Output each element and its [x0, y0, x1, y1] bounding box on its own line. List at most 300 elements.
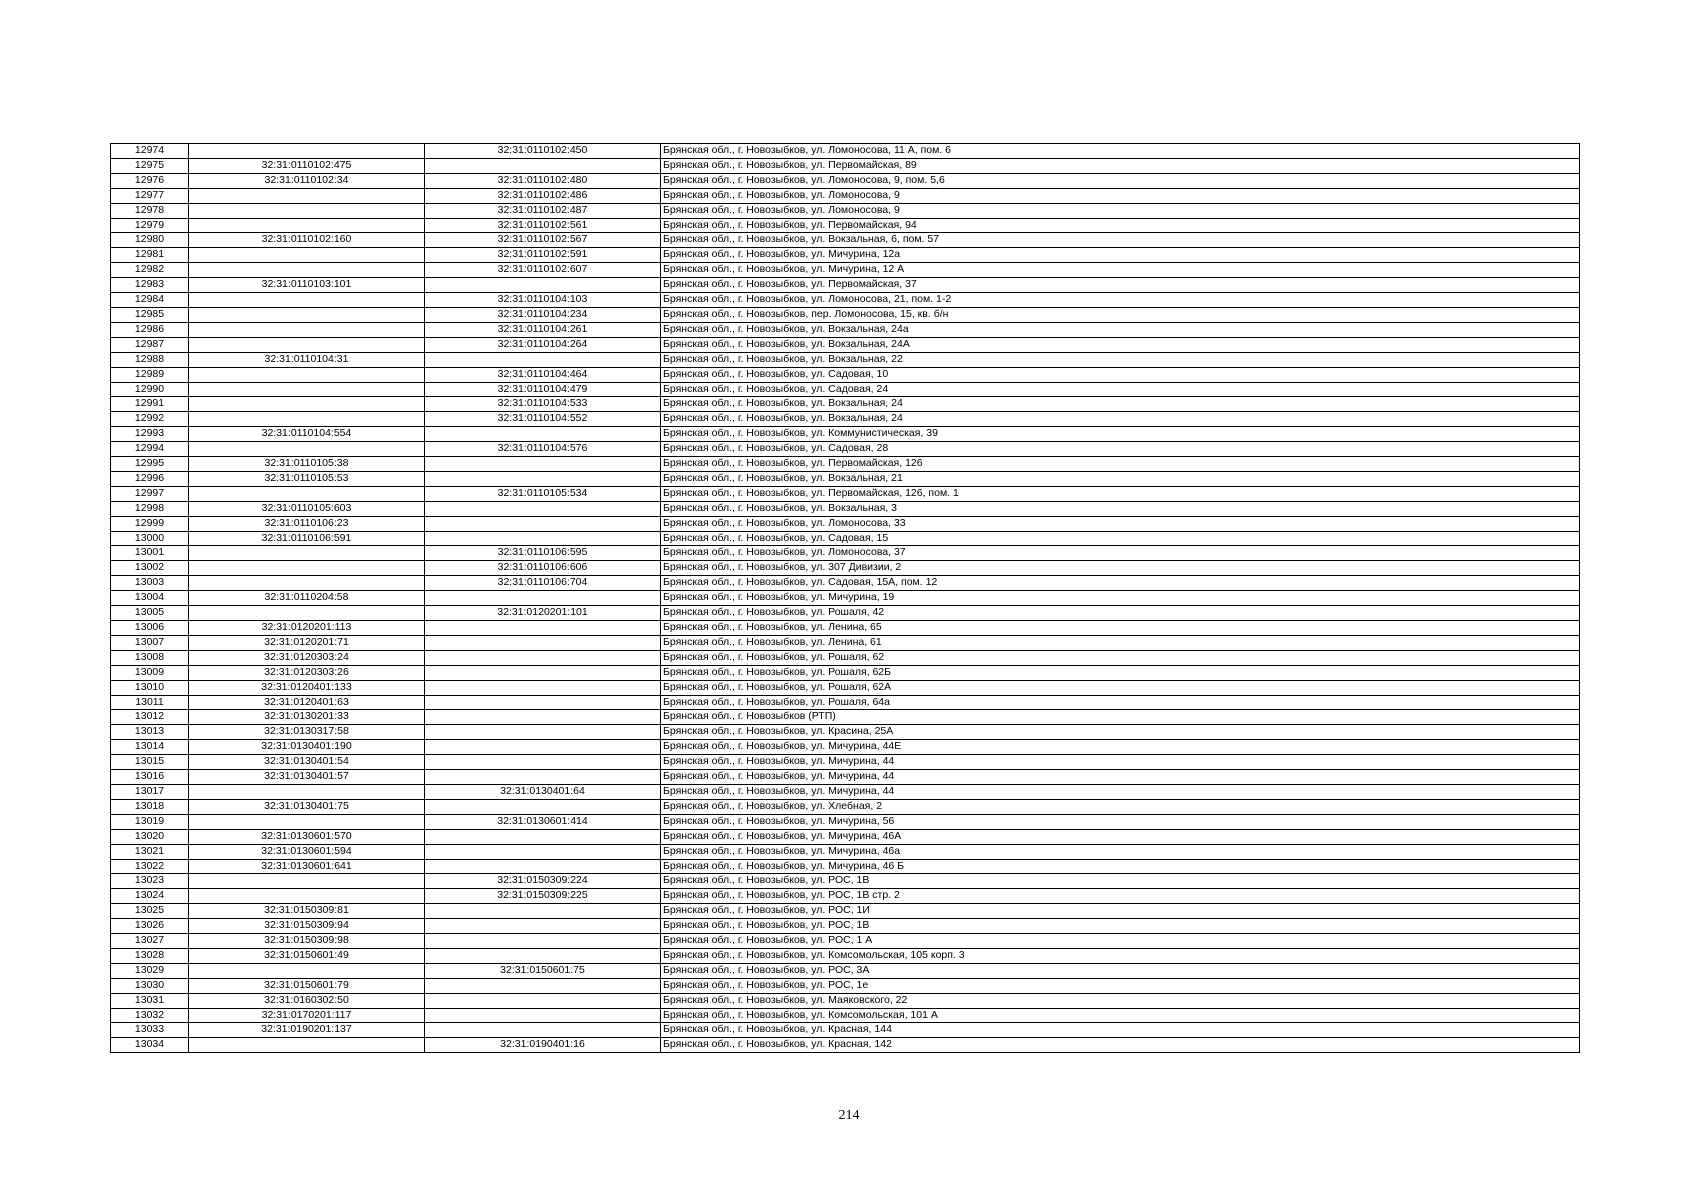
row-number-cell: 13013	[111, 725, 189, 740]
address-cell: Брянская обл., г. Новозыбков, ул. Мичурина, 19	[661, 591, 1580, 606]
building-cadastral-cell: 32:31:0130601:414	[425, 814, 661, 829]
address-cell: Брянская обл., г. Новозыбков, ул. Ломоносова, 9	[661, 188, 1580, 203]
land-cadastral-cell: 32:31:0150309:94	[189, 919, 425, 934]
building-cadastral-cell	[425, 978, 661, 993]
table-row	[111, 844, 1580, 859]
table-row	[111, 591, 1580, 606]
land-cadastral-cell: 32:31:0110102:34	[189, 173, 425, 188]
row-number-cell: 13027	[111, 934, 189, 949]
land-cadastral-cell: 32:31:0150309:98	[189, 934, 425, 949]
address-cell: Брянская обл., г. Новозыбков (РТП)	[661, 710, 1580, 725]
land-cadastral-cell: 32:31:0130601:570	[189, 829, 425, 844]
table-row	[111, 665, 1580, 680]
row-number-cell: 13032	[111, 1008, 189, 1023]
table-row	[111, 874, 1580, 889]
row-number-cell: 12983	[111, 278, 189, 293]
address-cell: Брянская обл., г. Новозыбков, ул. Ломоносова, 9, пом. 5,6	[661, 173, 1580, 188]
land-cadastral-cell	[189, 606, 425, 621]
land-cadastral-cell: 32:31:0130401:190	[189, 740, 425, 755]
address-cell: Брянская обл., г. Новозыбков, ул. Хлебная, 2	[661, 799, 1580, 814]
land-cadastral-cell: 32:31:0130601:594	[189, 844, 425, 859]
table-row	[111, 158, 1580, 173]
building-cadastral-cell: 32:31:0150309:225	[425, 889, 661, 904]
table-row	[111, 173, 1580, 188]
address-cell: Брянская обл., г. Новозыбков, ул. Мичурина, 44	[661, 770, 1580, 785]
land-cadastral-cell	[189, 874, 425, 889]
row-number-cell: 13011	[111, 695, 189, 710]
address-cell: Брянская обл., г. Новозыбков, ул. Комсомольская, 105 корп. 3	[661, 948, 1580, 963]
table-row	[111, 546, 1580, 561]
table-row	[111, 561, 1580, 576]
row-number-cell: 13006	[111, 621, 189, 636]
row-number-cell: 12984	[111, 293, 189, 308]
address-cell: Брянская обл., г. Новозыбков, ул. Мичурина, 46 Б	[661, 859, 1580, 874]
table-row	[111, 144, 1580, 159]
row-number-cell: 13025	[111, 904, 189, 919]
address-cell: Брянская обл., г. Новозыбков, ул. Рошаля, 62	[661, 650, 1580, 665]
land-cadastral-cell	[189, 1038, 425, 1053]
building-cadastral-cell	[425, 531, 661, 546]
table-row	[111, 293, 1580, 308]
table-row	[111, 978, 1580, 993]
table-row	[111, 397, 1580, 412]
row-number-cell: 12996	[111, 471, 189, 486]
table-row	[111, 486, 1580, 501]
land-cadastral-cell: 32:31:0110104:554	[189, 427, 425, 442]
land-cadastral-cell: 32:31:0110102:160	[189, 233, 425, 248]
land-cadastral-cell	[189, 382, 425, 397]
table-row	[111, 188, 1580, 203]
row-number-cell: 13022	[111, 859, 189, 874]
row-number-cell: 13019	[111, 814, 189, 829]
row-number-cell: 13034	[111, 1038, 189, 1053]
address-cell: Брянская обл., г. Новозыбков, ул. Мичурина, 44Е	[661, 740, 1580, 755]
row-number-cell: 13030	[111, 978, 189, 993]
address-cell: Брянская обл., г. Новозыбков, ул. Первомайская, 94	[661, 218, 1580, 233]
table-row	[111, 606, 1580, 621]
table-row	[111, 635, 1580, 650]
land-cadastral-cell	[189, 367, 425, 382]
address-cell: Брянская обл., г. Новозыбков, ул. Садовая, 15	[661, 531, 1580, 546]
building-cadastral-cell: 32:31:0110104:464	[425, 367, 661, 382]
building-cadastral-cell: 32:31:0110104:479	[425, 382, 661, 397]
building-cadastral-cell	[425, 919, 661, 934]
building-cadastral-cell	[425, 695, 661, 710]
building-cadastral-cell	[425, 471, 661, 486]
row-number-cell: 12990	[111, 382, 189, 397]
address-cell: Брянская обл., г. Новозыбков, ул. Ломоносова, 21, пом. 1-2	[661, 293, 1580, 308]
row-number-cell: 13023	[111, 874, 189, 889]
row-number-cell: 13002	[111, 561, 189, 576]
land-cadastral-cell: 32:31:0150601:49	[189, 948, 425, 963]
address-cell: Брянская обл., г. Новозыбков, ул. Мичурина, 12 А	[661, 263, 1580, 278]
land-cadastral-cell	[189, 546, 425, 561]
address-cell: Брянская обл., г. Новозыбков, ул. РОС, 1 А	[661, 934, 1580, 949]
land-cadastral-cell: 32:31:0130401:54	[189, 755, 425, 770]
address-cell: Брянская обл., г. Новозыбков, ул. Садовая, 28	[661, 442, 1580, 457]
building-cadastral-cell	[425, 1008, 661, 1023]
table-row	[111, 859, 1580, 874]
row-number-cell: 13009	[111, 665, 189, 680]
land-cadastral-cell: 32:31:0130401:57	[189, 770, 425, 785]
land-cadastral-cell: 32:31:0120401:133	[189, 680, 425, 695]
building-cadastral-cell: 32:31:0130401:64	[425, 784, 661, 799]
address-cell: Брянская обл., г. Новозыбков, ул. Первомайская, 89	[661, 158, 1580, 173]
row-number-cell: 12988	[111, 352, 189, 367]
building-cadastral-cell	[425, 427, 661, 442]
row-number-cell: 13031	[111, 993, 189, 1008]
building-cadastral-cell: 32:31:0110102:607	[425, 263, 661, 278]
address-cell: Брянская обл., г. Новозыбков, ул. Рошаля, 42	[661, 606, 1580, 621]
row-number-cell: 12998	[111, 501, 189, 516]
land-cadastral-cell	[189, 963, 425, 978]
land-cadastral-cell	[189, 814, 425, 829]
row-number-cell: 13004	[111, 591, 189, 606]
table-row	[111, 471, 1580, 486]
address-cell: Брянская обл., г. Новозыбков, ул. Вокзальная, 3	[661, 501, 1580, 516]
land-cadastral-cell: 32:31:0150601:79	[189, 978, 425, 993]
building-cadastral-cell: 32:31:0110102:486	[425, 188, 661, 203]
address-cell: Брянская обл., г. Новозыбков, ул. РОС, 1В	[661, 919, 1580, 934]
row-number-cell: 13028	[111, 948, 189, 963]
table-row	[111, 576, 1580, 591]
address-cell: Брянская обл., г. Новозыбков, ул. Вокзальная, 24	[661, 397, 1580, 412]
table-row	[111, 218, 1580, 233]
land-cadastral-cell: 32:31:0120401:63	[189, 695, 425, 710]
address-cell: Брянская обл., г. Новозыбков, ул. Красная, 144	[661, 1023, 1580, 1038]
row-number-cell: 12999	[111, 516, 189, 531]
building-cadastral-cell	[425, 1023, 661, 1038]
property-table-body	[111, 144, 1580, 1053]
row-number-cell: 13010	[111, 680, 189, 695]
address-cell: Брянская обл., г. Новозыбков, ул. РОС, 1е	[661, 978, 1580, 993]
table-row	[111, 695, 1580, 710]
row-number-cell: 12975	[111, 158, 189, 173]
row-number-cell: 12982	[111, 263, 189, 278]
row-number-cell: 12976	[111, 173, 189, 188]
building-cadastral-cell: 32:31:0120201:101	[425, 606, 661, 621]
row-number-cell: 13029	[111, 963, 189, 978]
row-number-cell: 13016	[111, 770, 189, 785]
table-row	[111, 963, 1580, 978]
address-cell: Брянская обл., г. Новозыбков, ул. Мичурина, 12а	[661, 248, 1580, 263]
land-cadastral-cell: 32:31:0120201:71	[189, 635, 425, 650]
building-cadastral-cell	[425, 948, 661, 963]
building-cadastral-cell: 32:31:0110106:704	[425, 576, 661, 591]
address-cell: Брянская обл., г. Новозыбков, ул. Ломоносова, 9	[661, 203, 1580, 218]
row-number-cell: 12997	[111, 486, 189, 501]
building-cadastral-cell	[425, 158, 661, 173]
address-cell: Брянская обл., г. Новозыбков, ул. 307 Дивизии, 2	[661, 561, 1580, 576]
building-cadastral-cell	[425, 829, 661, 844]
table-row	[111, 1023, 1580, 1038]
building-cadastral-cell	[425, 591, 661, 606]
land-cadastral-cell: 32:31:0130601:641	[189, 859, 425, 874]
land-cadastral-cell: 32:31:0150309:81	[189, 904, 425, 919]
address-cell: Брянская обл., г. Новозыбков, ул. РОС, 3А	[661, 963, 1580, 978]
table-row	[111, 993, 1580, 1008]
row-number-cell: 12977	[111, 188, 189, 203]
address-cell: Брянская обл., г. Новозыбков, ул. Красная, 142	[661, 1038, 1580, 1053]
row-number-cell: 13021	[111, 844, 189, 859]
land-cadastral-cell: 32:31:0110103:101	[189, 278, 425, 293]
land-cadastral-cell: 32:31:0110204:58	[189, 591, 425, 606]
building-cadastral-cell	[425, 859, 661, 874]
land-cadastral-cell: 32:31:0120303:26	[189, 665, 425, 680]
table-row	[111, 337, 1580, 352]
land-cadastral-cell: 32:31:0120303:24	[189, 650, 425, 665]
building-cadastral-cell	[425, 725, 661, 740]
land-cadastral-cell: 32:31:0110105:53	[189, 471, 425, 486]
land-cadastral-cell	[189, 889, 425, 904]
building-cadastral-cell: 32:31:0110104:552	[425, 412, 661, 427]
row-number-cell: 13000	[111, 531, 189, 546]
table-row	[111, 248, 1580, 263]
table-row	[111, 501, 1580, 516]
building-cadastral-cell: 32:31:0110102:567	[425, 233, 661, 248]
building-cadastral-cell	[425, 635, 661, 650]
address-cell: Брянская обл., г. Новозыбков, ул. Вокзальная, 24а	[661, 322, 1580, 337]
row-number-cell: 13017	[111, 784, 189, 799]
building-cadastral-cell	[425, 934, 661, 949]
land-cadastral-cell	[189, 263, 425, 278]
land-cadastral-cell	[189, 293, 425, 308]
building-cadastral-cell	[425, 621, 661, 636]
land-cadastral-cell	[189, 576, 425, 591]
land-cadastral-cell	[189, 486, 425, 501]
row-number-cell: 12989	[111, 367, 189, 382]
row-number-cell: 13014	[111, 740, 189, 755]
building-cadastral-cell: 32:31:0110106:595	[425, 546, 661, 561]
land-cadastral-cell	[189, 307, 425, 322]
row-number-cell: 13007	[111, 635, 189, 650]
table-row	[111, 919, 1580, 934]
row-number-cell: 13012	[111, 710, 189, 725]
building-cadastral-cell	[425, 799, 661, 814]
address-cell: Брянская обл., г. Новозыбков, ул. Ленина, 61	[661, 635, 1580, 650]
row-number-cell: 13015	[111, 755, 189, 770]
building-cadastral-cell: 32:31:0190401:16	[425, 1038, 661, 1053]
land-cadastral-cell	[189, 144, 425, 159]
land-cadastral-cell: 32:31:0130201:33	[189, 710, 425, 725]
address-cell: Брянская обл., г. Новозыбков, ул. Вокзальная, 24А	[661, 337, 1580, 352]
table-row	[111, 233, 1580, 248]
address-cell: Брянская обл., г. Новозыбков, ул. РОС, 1В	[661, 874, 1580, 889]
building-cadastral-cell	[425, 516, 661, 531]
building-cadastral-cell	[425, 844, 661, 859]
land-cadastral-cell: 32:31:0110106:591	[189, 531, 425, 546]
address-cell: Брянская обл., г. Новозыбков, ул. Красина, 25А	[661, 725, 1580, 740]
table-row	[111, 442, 1580, 457]
building-cadastral-cell	[425, 710, 661, 725]
table-row	[111, 934, 1580, 949]
table-row	[111, 382, 1580, 397]
table-row	[111, 307, 1580, 322]
land-cadastral-cell	[189, 203, 425, 218]
address-cell: Брянская обл., г. Новозыбков, ул. Ломоносова, 11 А, пом. 6	[661, 144, 1580, 159]
address-cell: Брянская обл., г. Новозыбков, пер. Ломоносова, 15, кв. б/н	[661, 307, 1580, 322]
building-cadastral-cell: 32:31:0150601:75	[425, 963, 661, 978]
building-cadastral-cell	[425, 501, 661, 516]
land-cadastral-cell	[189, 784, 425, 799]
building-cadastral-cell	[425, 993, 661, 1008]
land-cadastral-cell: 32:31:0110105:603	[189, 501, 425, 516]
building-cadastral-cell	[425, 665, 661, 680]
building-cadastral-cell: 32:31:0110102:450	[425, 144, 661, 159]
table-row	[111, 814, 1580, 829]
building-cadastral-cell: 32:31:0110106:606	[425, 561, 661, 576]
row-number-cell: 12987	[111, 337, 189, 352]
row-number-cell: 12993	[111, 427, 189, 442]
table-row	[111, 784, 1580, 799]
address-cell: Брянская обл., г. Новозыбков, ул. Ленина, 65	[661, 621, 1580, 636]
land-cadastral-cell	[189, 188, 425, 203]
land-cadastral-cell	[189, 561, 425, 576]
land-cadastral-cell: 32:31:0190201:137	[189, 1023, 425, 1038]
table-row	[111, 278, 1580, 293]
row-number-cell: 13001	[111, 546, 189, 561]
address-cell: Брянская обл., г. Новозыбков, ул. Первомайская, 37	[661, 278, 1580, 293]
building-cadastral-cell: 32:31:0110104:234	[425, 307, 661, 322]
table-row	[111, 322, 1580, 337]
building-cadastral-cell: 32:31:0110102:591	[425, 248, 661, 263]
land-cadastral-cell	[189, 218, 425, 233]
building-cadastral-cell: 32:31:0110102:480	[425, 173, 661, 188]
building-cadastral-cell	[425, 904, 661, 919]
row-number-cell: 13005	[111, 606, 189, 621]
land-cadastral-cell: 32:31:0110104:31	[189, 352, 425, 367]
table-row	[111, 457, 1580, 472]
address-cell: Брянская обл., г. Новозыбков, ул. Маяковского, 22	[661, 993, 1580, 1008]
land-cadastral-cell: 32:31:0170201:117	[189, 1008, 425, 1023]
building-cadastral-cell	[425, 680, 661, 695]
address-cell: Брянская обл., г. Новозыбков, ул. Садовая, 15А, пом. 12	[661, 576, 1580, 591]
row-number-cell: 13026	[111, 919, 189, 934]
table-row	[111, 427, 1580, 442]
table-row	[111, 621, 1580, 636]
land-cadastral-cell: 32:31:0110105:38	[189, 457, 425, 472]
address-cell: Брянская обл., г. Новозыбков, ул. Рошаля, 64а	[661, 695, 1580, 710]
table-row	[111, 531, 1580, 546]
building-cadastral-cell	[425, 755, 661, 770]
land-cadastral-cell: 32:31:0160302:50	[189, 993, 425, 1008]
row-number-cell: 13008	[111, 650, 189, 665]
address-cell: Брянская обл., г. Новозыбков, ул. Садовая, 24	[661, 382, 1580, 397]
building-cadastral-cell: 32:31:0110104:533	[425, 397, 661, 412]
address-cell: Брянская обл., г. Новозыбков, ул. Вокзальная, 24	[661, 412, 1580, 427]
table-row	[111, 680, 1580, 695]
table-row	[111, 650, 1580, 665]
address-cell: Брянская обл., г. Новозыбков, ул. Первомайская, 126	[661, 457, 1580, 472]
address-cell: Брянская обл., г. Новозыбков, ул. РОС, 1И	[661, 904, 1580, 919]
row-number-cell: 12986	[111, 322, 189, 337]
row-number-cell: 13018	[111, 799, 189, 814]
building-cadastral-cell: 32:31:0110102:487	[425, 203, 661, 218]
row-number-cell: 12995	[111, 457, 189, 472]
table-row	[111, 725, 1580, 740]
row-number-cell: 13033	[111, 1023, 189, 1038]
table-row	[111, 889, 1580, 904]
row-number-cell: 12991	[111, 397, 189, 412]
address-cell: Брянская обл., г. Новозыбков, ул. Мичурина, 44	[661, 755, 1580, 770]
table-row	[111, 829, 1580, 844]
row-number-cell: 12985	[111, 307, 189, 322]
row-number-cell: 12979	[111, 218, 189, 233]
address-cell: Брянская обл., г. Новозыбков, ул. Первомайская, 126, пом. 1	[661, 486, 1580, 501]
address-cell: Брянская обл., г. Новозыбков, ул. Ломоносова, 37	[661, 546, 1580, 561]
table-row	[111, 412, 1580, 427]
land-cadastral-cell: 32:31:0120201:113	[189, 621, 425, 636]
page-number: 214	[838, 1108, 860, 1123]
land-cadastral-cell: 32:31:0110106:23	[189, 516, 425, 531]
address-cell: Брянская обл., г. Новозыбков, ул. Вокзальная, 6, пом. 57	[661, 233, 1580, 248]
table-row	[111, 948, 1580, 963]
building-cadastral-cell	[425, 457, 661, 472]
table-row	[111, 367, 1580, 382]
address-cell: Брянская обл., г. Новозыбков, ул. Вокзальная, 22	[661, 352, 1580, 367]
table-row	[111, 263, 1580, 278]
land-cadastral-cell	[189, 248, 425, 263]
table-row	[111, 770, 1580, 785]
address-cell: Брянская обл., г. Новозыбков, ул. Мичурина, 46А	[661, 829, 1580, 844]
row-number-cell: 12992	[111, 412, 189, 427]
building-cadastral-cell: 32:31:0110104:576	[425, 442, 661, 457]
address-cell: Брянская обл., г. Новозыбков, ул. Садовая, 10	[661, 367, 1580, 382]
table-row	[111, 710, 1580, 725]
building-cadastral-cell	[425, 352, 661, 367]
address-cell: Брянская обл., г. Новозыбков, ул. Рошаля, 62А	[661, 680, 1580, 695]
land-cadastral-cell: 32:31:0130317:58	[189, 725, 425, 740]
row-number-cell: 12981	[111, 248, 189, 263]
building-cadastral-cell: 32:31:0150309:224	[425, 874, 661, 889]
table-row	[111, 352, 1580, 367]
building-cadastral-cell	[425, 740, 661, 755]
building-cadastral-cell	[425, 278, 661, 293]
land-cadastral-cell	[189, 412, 425, 427]
row-number-cell: 13020	[111, 829, 189, 844]
row-number-cell: 13024	[111, 889, 189, 904]
building-cadastral-cell: 32:31:0110105:534	[425, 486, 661, 501]
land-cadastral-cell	[189, 397, 425, 412]
table-row	[111, 203, 1580, 218]
land-cadastral-cell: 32:31:0130401:75	[189, 799, 425, 814]
address-cell: Брянская обл., г. Новозыбков, ул. Комсомольская, 101 А	[661, 1008, 1580, 1023]
address-cell: Брянская обл., г. Новозыбков, ул. Коммунистическая, 39	[661, 427, 1580, 442]
building-cadastral-cell: 32:31:0110102:561	[425, 218, 661, 233]
building-cadastral-cell: 32:31:0110104:261	[425, 322, 661, 337]
land-cadastral-cell	[189, 322, 425, 337]
row-number-cell: 12974	[111, 144, 189, 159]
address-cell: Брянская обл., г. Новозыбков, ул. Мичурина, 44	[661, 784, 1580, 799]
table-row	[111, 904, 1580, 919]
address-cell: Брянская обл., г. Новозыбков, ул. РОС, 1В стр. 2	[661, 889, 1580, 904]
row-number-cell: 12980	[111, 233, 189, 248]
row-number-cell: 12994	[111, 442, 189, 457]
land-cadastral-cell	[189, 337, 425, 352]
row-number-cell: 12978	[111, 203, 189, 218]
address-cell: Брянская обл., г. Новозыбков, ул. Вокзальная, 21	[661, 471, 1580, 486]
address-cell: Брянская обл., г. Новозыбков, ул. Мичурина, 56	[661, 814, 1580, 829]
row-number-cell: 13003	[111, 576, 189, 591]
building-cadastral-cell	[425, 650, 661, 665]
building-cadastral-cell: 32:31:0110104:103	[425, 293, 661, 308]
building-cadastral-cell	[425, 770, 661, 785]
table-row	[111, 755, 1580, 770]
address-cell: Брянская обл., г. Новозыбков, ул. Ломоносова, 33	[661, 516, 1580, 531]
land-cadastral-cell	[189, 442, 425, 457]
address-cell: Брянская обл., г. Новозыбков, ул. Рошаля, 62Б	[661, 665, 1580, 680]
table-row	[111, 799, 1580, 814]
